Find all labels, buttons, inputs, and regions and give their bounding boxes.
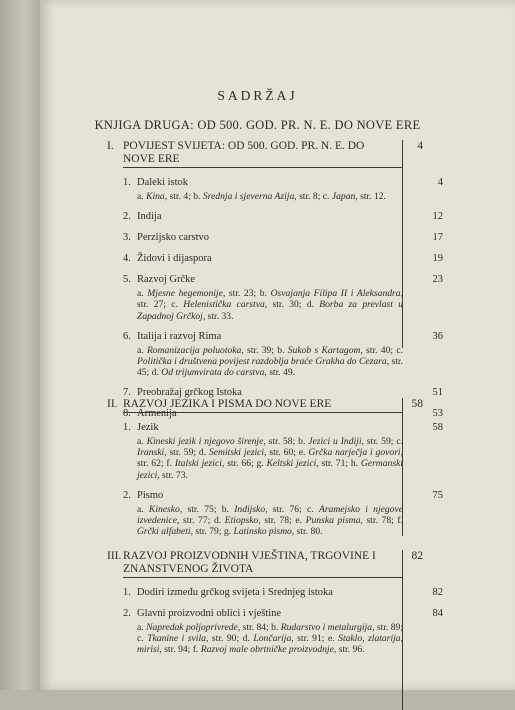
entry-subtopics: a. Kina, str. 4; b. Srednja i sjeverna Azija, str. 8; c. Japan, str. 12. <box>137 191 386 202</box>
part-number: II. <box>107 398 118 410</box>
entry-page-number: 58 <box>432 422 443 433</box>
toc-entry <box>107 211 443 223</box>
toc-entry <box>107 232 443 244</box>
entry-subtopics: a. Kineski jezik i njegovo širenje, str. 58; b. Jezici u Indiji, str. 59; c. Iranski, str. 59; d. Semitski jezici, str. 60; e. Grčka narječja i govori, str. 62; f. Italski jezici, str. 66; g. Keltski jezici, str. 71; h. Germanski jezici, str. 73. <box>137 436 403 481</box>
part-title: POVIJEST SVIJETA: OD 500. GOD. PR. N. E. DO NOVE ERE <box>123 140 365 165</box>
entry-number: 2. <box>123 489 131 501</box>
entry-subtopics: a. Mjesne hegemonije, str. 23; b. Osvajanja Filipa II i Aleksandra, str. 27; c. Helenistička carstva, str. 30; d. Borba za prevlast u Zapadnoj Grčkoj, str. 33. <box>137 288 404 322</box>
toc-entry <box>107 177 443 202</box>
entry-page-number: 17 <box>432 232 443 244</box>
part-page-number: 58 <box>411 398 423 410</box>
entry-title: Preobražaj grčkog Istoka <box>137 387 242 399</box>
entry-title: Perzijsko carstvo <box>137 232 210 244</box>
entry-number: 4. <box>123 253 131 265</box>
toc-entry <box>107 274 443 322</box>
entry-subtopics: a. Napredak poljoprivrede, str. 84; b. Rudarstvo i metalurgija, str. 89; c. Tkanine i svila, str. 90; d. Lončarija, str. 91; e. Staklo, zlatarija, mirisi, str. 94; f. Razvoj male obrtničke proizvodnje, str. 96. <box>137 622 403 656</box>
entry-number: 7. <box>123 387 131 399</box>
entry-title: Armenija <box>137 408 177 420</box>
part-underline <box>123 167 403 168</box>
entry-page-number: 82 <box>432 587 443 598</box>
entry-page-number: 4 <box>437 177 443 188</box>
entry-number: 6. <box>123 330 131 342</box>
entry-number: 5. <box>123 274 131 286</box>
entry-title: Pismo <box>137 489 164 501</box>
entry-number: 1. <box>123 422 131 433</box>
entry-title: Daleki istok <box>137 177 189 188</box>
contents-heading: SADRŽAJ <box>217 88 298 103</box>
toc-entry <box>107 608 443 656</box>
entry-title: Indija <box>137 211 162 223</box>
entry-page-number: 75 <box>432 489 443 501</box>
part-page-number: 4 <box>417 140 423 152</box>
part-heading <box>107 140 423 166</box>
entry-number: 2. <box>123 211 131 223</box>
part-title: RAZVOJ PROIZVODNIH VJEŠTINA, TRGOVINE I ZNANSTVENOG ŽIVOTA <box>123 550 376 575</box>
entry-page-number: 36 <box>432 330 443 342</box>
toc-part <box>107 550 443 665</box>
toc-entry <box>107 422 443 481</box>
part-page-number: 82 <box>411 550 423 562</box>
toc-entry <box>107 587 443 599</box>
part-heading <box>107 550 423 576</box>
entry-title: Italija i razvoj Rima <box>137 330 222 342</box>
toc-entry <box>107 253 443 265</box>
part-heading <box>107 398 423 411</box>
entry-number: 3. <box>123 232 131 244</box>
entry-title: Židovi i dijaspora <box>137 253 212 265</box>
entry-subtopics: a. Kinesko, str. 75; b. Indijsko, str. 76; c. Aramejsko i njegove izvedenice, str. 77; d. Etiopsko, str. 78; e. Punska pisma, str. 78; f. Grčki alfabeti, str. 79; g. Latinsko pismo, str. 80. <box>137 503 404 538</box>
entry-page-number: 23 <box>432 274 443 286</box>
entry-number: 2. <box>123 608 131 619</box>
entry-page-number: 53 <box>432 408 443 420</box>
entry-page-number: 51 <box>432 387 443 399</box>
entry-number: 8. <box>123 408 131 420</box>
toc-entry <box>107 489 443 538</box>
part-title: RAZVOJ JEZIKA I PISMA DO NOVE ERE <box>123 398 332 410</box>
entry-page-number: 19 <box>432 253 443 265</box>
entry-number: 1. <box>123 177 131 188</box>
entry-page-number: 84 <box>432 608 443 619</box>
entry-page-number: 12 <box>432 211 443 223</box>
entry-title: Razvoj Grčke <box>137 274 196 286</box>
entry-title: Jezik <box>137 422 159 433</box>
entry-number: 1. <box>123 587 131 598</box>
book-title: KNJIGA DRUGA: OD 500. GOD. PR. N. E. DO NOVE ERE <box>94 118 421 132</box>
toc-entry <box>107 330 443 379</box>
entry-subtopics: a. Romanizacija poluotoka, str. 39; b. Sukob s Kartagom, str. 40; c. Politička i društvena povijest razdoblja braće Grakha do Cezara, str. 45; d. Od trijumvirata do carstva, str. 49. <box>137 344 403 379</box>
part-underline <box>123 577 403 578</box>
entry-title: Glavni proizvodni oblici i vještine <box>137 608 282 619</box>
part-number: III. <box>107 550 122 562</box>
part-underline <box>123 412 403 413</box>
part-number: I. <box>107 140 114 152</box>
entry-title: Dodiri između grčkog svijeta i Srednjeg istoka <box>137 587 333 598</box>
